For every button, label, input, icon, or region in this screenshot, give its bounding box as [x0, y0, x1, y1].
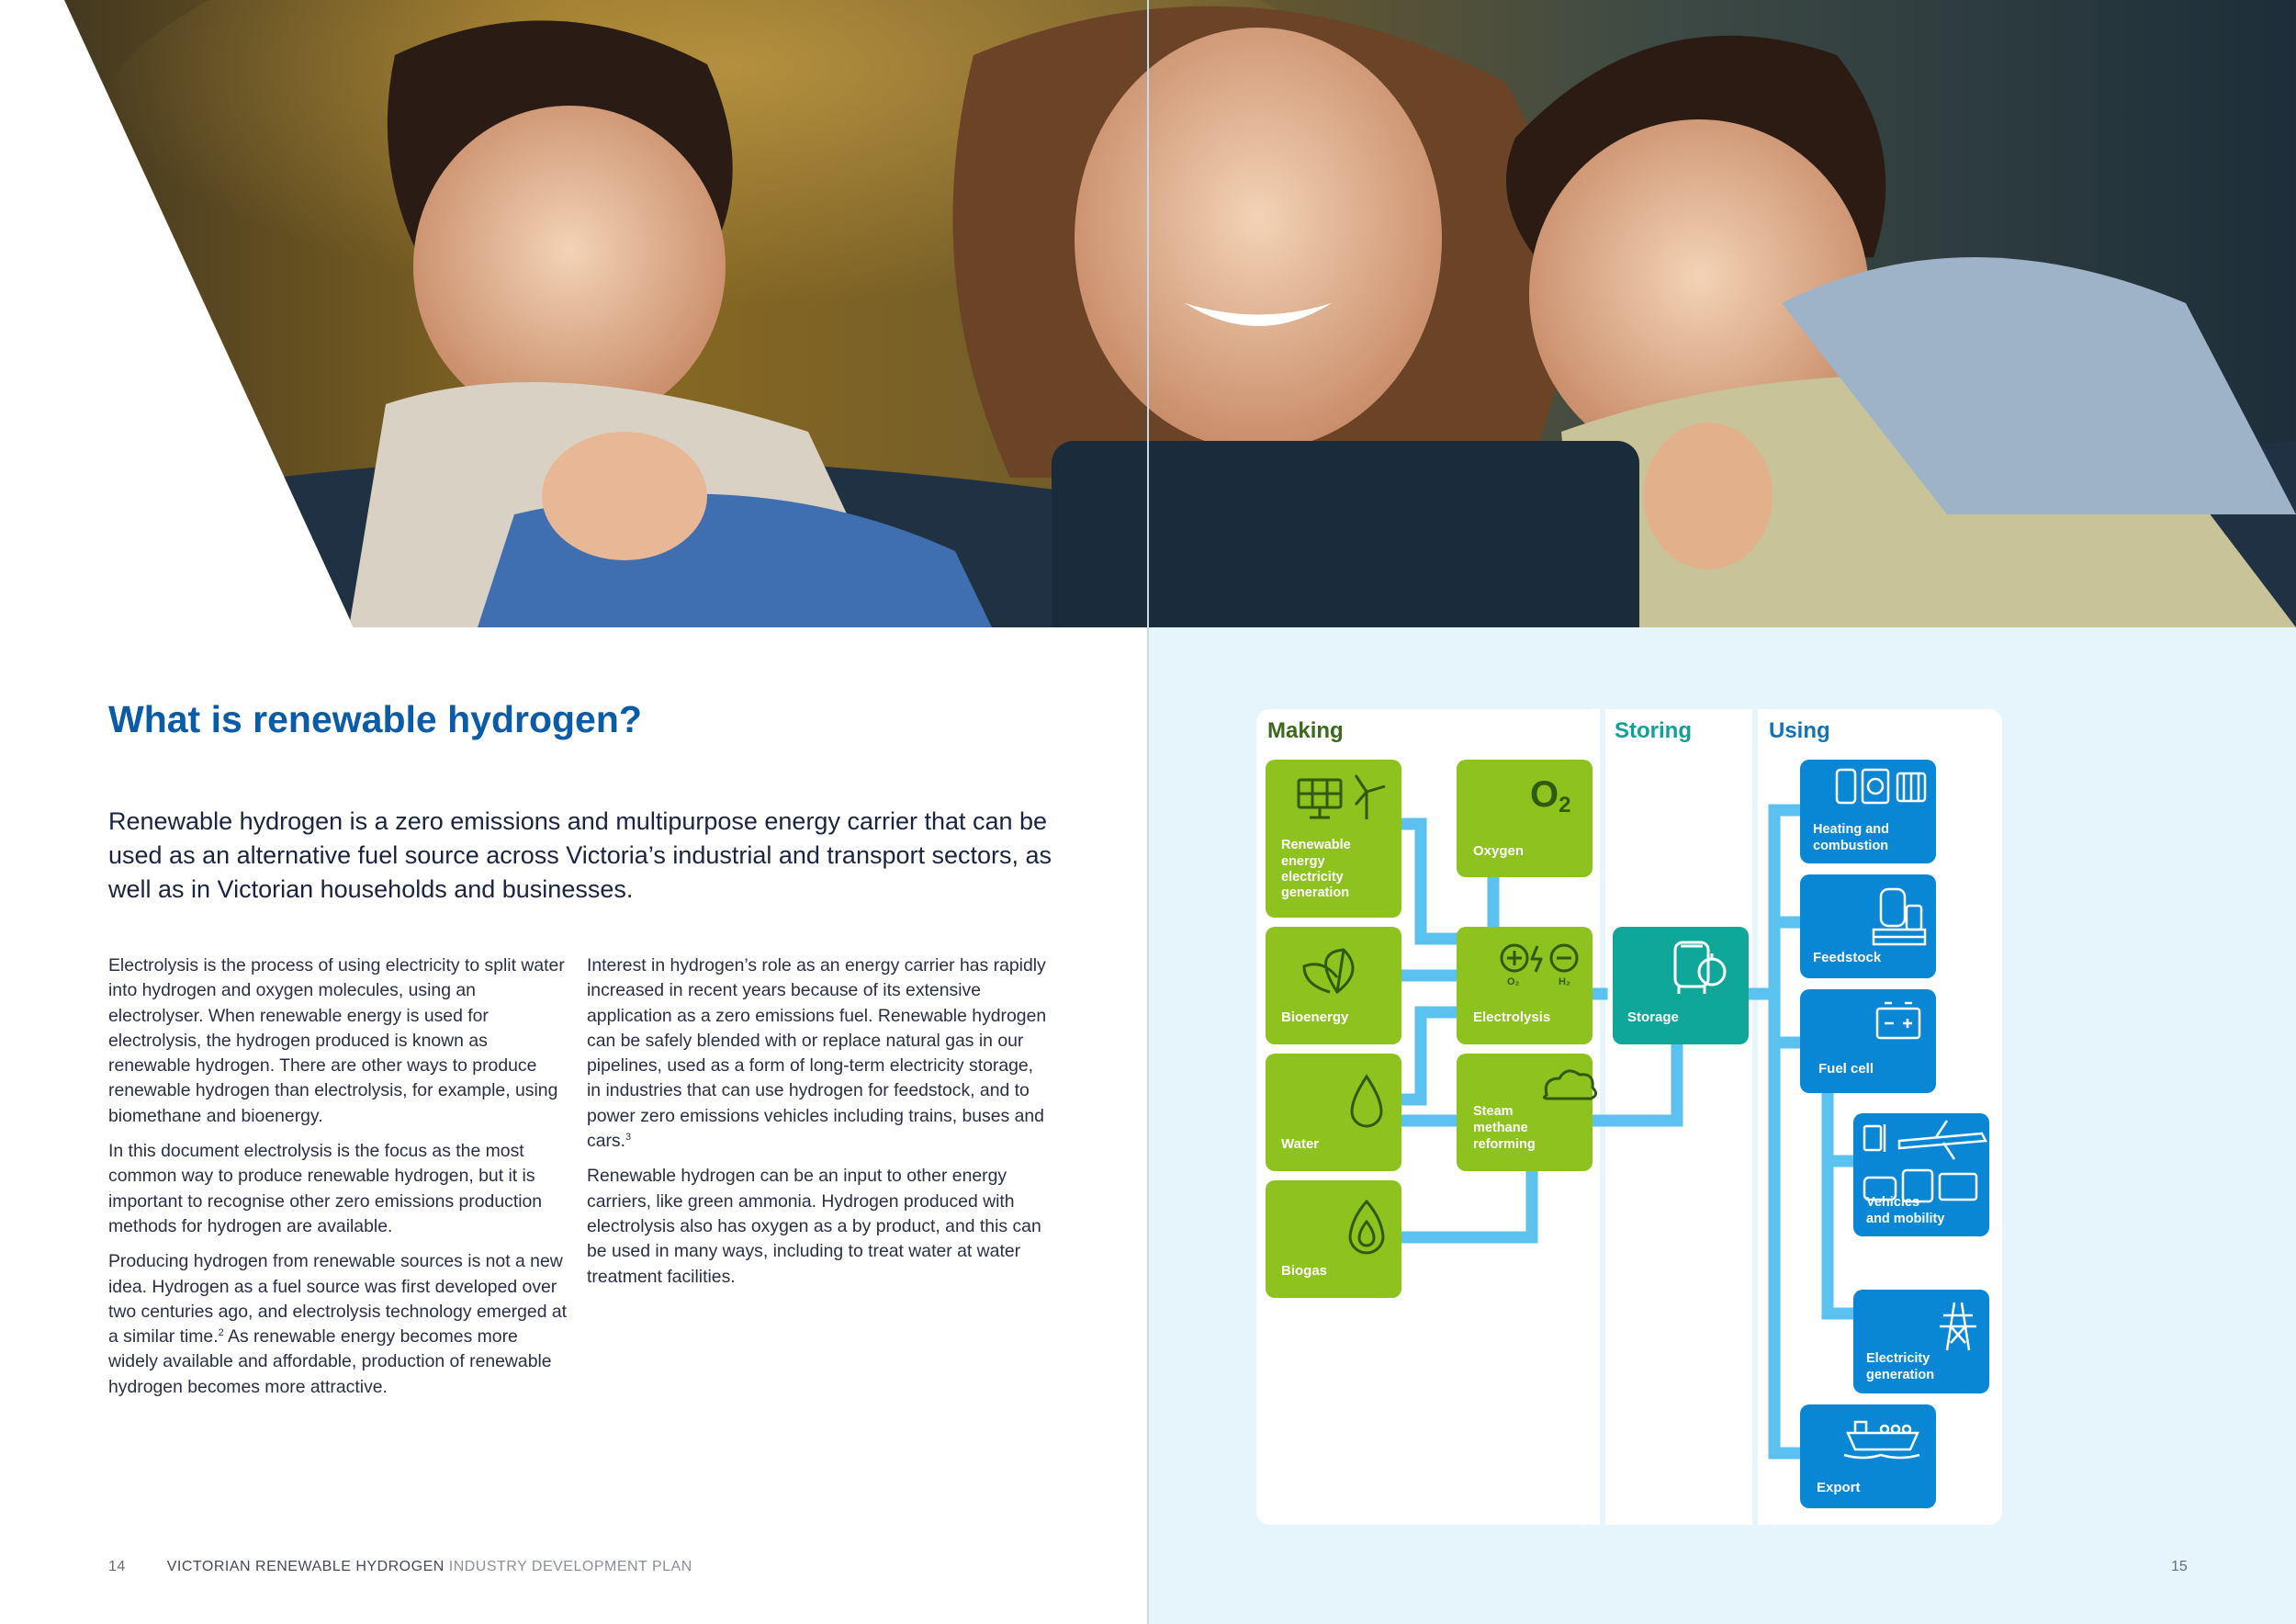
electrolysis-o2-label: O₂ [1507, 976, 1520, 987]
hydrogen-value-chain-diagram [1256, 709, 2002, 1525]
page-spine [1147, 0, 1149, 1624]
body-paragraph: Renewable hydrogen can be an input to other energy carriers, like green ammonia. Hydrogen produced with electrolysis also has oxygen as a by product, and this can be used in many ways, including to treat water at water treatment facilities. [587, 1166, 1041, 1287]
body-column-2 [587, 953, 1051, 1300]
box-steam-methane-reforming [1457, 1054, 1596, 1171]
box-label: Fuel cell [1818, 1061, 1874, 1077]
box-label: Feedstock [1813, 950, 1882, 965]
electrolysis-h2-label: H₂ [1559, 976, 1570, 987]
heading-making: Making [1267, 718, 1344, 743]
footer-left [108, 1559, 692, 1575]
box-label: generation [1866, 1368, 1935, 1382]
page-number-right: 15 [2171, 1559, 2188, 1574]
box-label: Water [1281, 1136, 1320, 1152]
document-subtitle: INDUSTRY DEVELOPMENT PLAN [448, 1559, 692, 1574]
box-electricity-generation [1853, 1290, 1989, 1393]
heading-using: Using [1769, 718, 1830, 743]
body-paragraph: In this document electrolysis is the focus as the most common way to produce renewable hydrogen, but it is important to recognise other zero emissions production methods for hydrogen are available. [108, 1141, 543, 1236]
o2-symbol-subscript: 2 [1559, 793, 1571, 818]
page-title: What is renewable hydrogen? [108, 698, 642, 740]
page-number-left: 14 [108, 1559, 126, 1574]
tablet [1052, 441, 1639, 627]
box-label: methane [1473, 1121, 1528, 1135]
footnote-ref-2: 2 [218, 1327, 224, 1339]
body-paragraph [108, 1249, 568, 1400]
box-water [1266, 1054, 1401, 1171]
box-label: Storage [1627, 1009, 1679, 1025]
box-label: Steam [1473, 1104, 1514, 1119]
box-label: Electricity [1866, 1351, 1930, 1366]
box-label: combustion [1813, 839, 1889, 853]
document-title: VICTORIAN RENEWABLE HYDROGEN [166, 1559, 445, 1574]
body-paragraph: Electrolysis is the process of using electricity to split water into hydrogen and oxygen molecules, using an electrolyser. When renewable energy is used for electrolysis, the hydrogen produced is known as renewable hydrogen. There are other ways to produce renewable hydrogen than electrolysis, for example, using biomethane and bioenergy. [108, 955, 565, 1126]
box-label: Electrolysis [1473, 1009, 1551, 1025]
box-label: reforming [1473, 1137, 1536, 1152]
box-storage [1613, 927, 1749, 1044]
box-bioenergy [1266, 927, 1401, 1044]
box-feedstock [1800, 874, 1936, 978]
box-label: Biogas [1281, 1263, 1328, 1279]
box-label: electricity [1281, 870, 1344, 885]
body-paragraph [587, 953, 1051, 1154]
box-label: energy [1281, 854, 1325, 869]
box-label: Heating and [1813, 822, 1889, 837]
box-label: Bioenergy [1281, 1009, 1349, 1025]
body-column-1 [108, 953, 568, 1410]
box-export [1800, 1404, 1936, 1508]
box-renewable-energy [1266, 760, 1401, 918]
heading-storing: Storing [1615, 718, 1692, 743]
body-text: Interest in hydrogen’s role as an energy carrier has rapidly increased in recent years because of its extensive application as a zero emissions fuel. Renewable hydrogen can be safely blended with or replace natural gas in our pipelines, used as a form of long-term electricity storage, in industries that can use hydrogen for feedstock, and to power zero emissions vehicles including trains, buses and cars. [587, 955, 1047, 1152]
box-label: Export [1817, 1480, 1861, 1495]
box-label: Oxygen [1473, 843, 1525, 859]
box-oxygen [1457, 760, 1593, 877]
box-vehicles-mobility [1853, 1113, 1989, 1236]
box-fuel-cell [1800, 989, 1936, 1093]
body-text: As renewable energy becomes more widely available and affordable, production of renewable hydrogen becomes more attractive. [108, 1326, 552, 1397]
box-label: Renewable [1281, 838, 1351, 852]
box-heating-combustion [1800, 760, 1936, 863]
footnote-ref-3: 3 [625, 1132, 632, 1144]
box-label: and mobility [1866, 1212, 1945, 1226]
body-text: Producing hydrogen from renewable sources is not a new idea. Hydrogen as a fuel source was first developed over two centuries ago, and electrolysis technology emerged at a similar time. [108, 1251, 568, 1348]
box-label: Vehicles [1866, 1195, 1920, 1210]
diagram-svg [1256, 709, 2002, 1525]
box-label: generation [1281, 885, 1350, 900]
box-biogas [1266, 1180, 1401, 1298]
mother [953, 6, 1567, 478]
lead-paragraph: Renewable hydrogen is a zero emissions and multipurpose energy carrier that can be used as an alternative fuel source across Victoria’s industrial and transport sectors, as well as in Victorian households and businesses. [108, 807, 1052, 903]
box-electrolysis [1457, 927, 1593, 1044]
o2-symbol-letter: O [1530, 774, 1559, 815]
